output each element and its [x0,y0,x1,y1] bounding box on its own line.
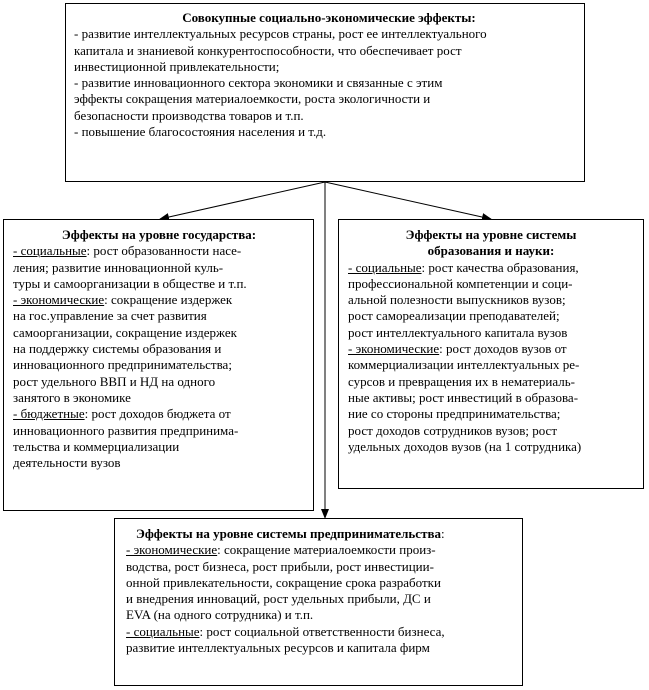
business-level-title-row [126,526,522,542]
education-level-title-line2: образования и науки: [427,243,555,259]
state-economic-line: рост удельного ВВП и НД на одного [13,373,216,389]
business-social-text: : рост социальной ответственности бизнеса, [199,623,445,639]
education-social-line: рост самореализации преподавателей; [348,308,560,324]
overall-effects-line: - развитие интеллектуальных ресурсов страны, рост ее интеллектуального [74,26,487,42]
state-economic-line: занятого в экономике [13,389,131,405]
overall-effects-line: инвестиционной привлекательности; [74,58,280,74]
state-economic-label: - экономические [13,292,105,308]
education-social-text: : рост качества образования, [421,259,579,275]
state-economic-line: самоорганизации, сокращение издержек [13,324,237,340]
education-social-line: альной полезности выпускников вузов; [348,292,566,308]
education-economic-text: : рост доходов вузов от [439,341,567,357]
state-budget-line: деятельности вузов [13,455,121,471]
business-social-label: - социальные [126,623,200,639]
education-level-title-line1: Эффекты на уровне системы [405,227,577,242]
education-economic-line: ние со стороны предпринимательства; [348,406,561,422]
arrow-to-state [160,182,325,219]
state-economic-text: : сокращение издержек [104,292,233,308]
business-level-title-colon: : [441,526,445,541]
state-budget-line: тельства и коммерциализации [13,438,180,454]
education-economic-line: удельных доходов вузов (на 1 сотрудника) [348,438,582,454]
state-social-label: - социальные [13,243,87,259]
business-economic-line [126,542,522,558]
state-social-line [13,243,313,259]
overall-effects-line: - повышение благосостояния населения и т.д. [74,124,327,140]
education-economic-line [348,341,643,357]
state-social-text: : рост образованности насе- [86,243,242,259]
business-economic-label: - экономические [126,542,218,558]
business-economic-line: EVA (на одного сотрудника) и т.п. [126,607,314,623]
education-social-label: - социальные [348,259,422,275]
business-social-line [126,624,522,640]
state-economic-line [13,292,313,308]
education-economic-line: рост доходов сотрудников вузов; рост [348,422,557,438]
education-level-effects-box [338,219,644,489]
business-social-line: развитие интеллектуальных ресурсов и капитала фирм [126,640,430,656]
business-level-effects-box [114,518,523,686]
state-budget-line: инновационного развития предпринима- [13,422,239,438]
state-economic-line: на поддержку системы образования и [13,341,222,357]
state-social-line: туры и самоорганизации в обществе и т.п. [13,275,247,291]
overall-effects-line: - развитие инновационного сектора экономики и связанные с этим [74,75,443,91]
arrow-to-education [325,182,491,219]
education-economic-line: коммерциализации интеллектуальных ре- [348,357,580,373]
education-economic-line: сурсов и превращения их в нематериаль- [348,373,575,389]
overall-effects-line: капитала и знаниевой конкурентоспособности, что обеспечивает рост [74,42,462,58]
education-social-line [348,260,643,276]
state-budget-line [13,406,313,422]
overall-effects-line: безопасности производства товаров и т.п. [74,107,304,123]
overall-effects-line: эффекты сокращения материалоемкости, роста экологичности и [74,91,431,107]
state-budget-text: : рост доходов бюджета от [84,406,231,422]
business-economic-line: онной привлекательности, сокращение срока разработки [126,574,441,590]
state-economic-line: инновационного предпринимательства; [13,357,232,373]
overall-effects-box [65,3,585,182]
overall-effects-title: Совокупные социально-экономические эффекты: [182,10,476,25]
business-economic-line: водства, рост бизнеса, рост прибыли, рост инвестиции- [126,558,434,574]
business-economic-line: и внедрения инноваций, рост удельных прибыли, ДС и [126,591,431,607]
education-economic-line: ные активы; рост инвестиций в образова- [348,389,579,405]
state-level-effects-box [3,219,314,511]
state-level-title: Эффекты на уровне государства: [61,227,257,242]
business-economic-text: : сокращение материалоемкости произ- [217,542,436,558]
business-level-title: Эффекты на уровне системы предпринимательства [136,526,441,541]
state-economic-line: на гос.управление за счет развития [13,308,207,324]
state-social-line: ления; развитие инновационной куль- [13,259,224,275]
state-budget-label: - бюджетные [13,406,85,422]
education-social-line: рост интеллектуального капитала вузов [348,324,568,340]
education-economic-label: - экономические [348,341,440,357]
education-social-line: профессиональной компетенции и соци- [348,275,573,291]
